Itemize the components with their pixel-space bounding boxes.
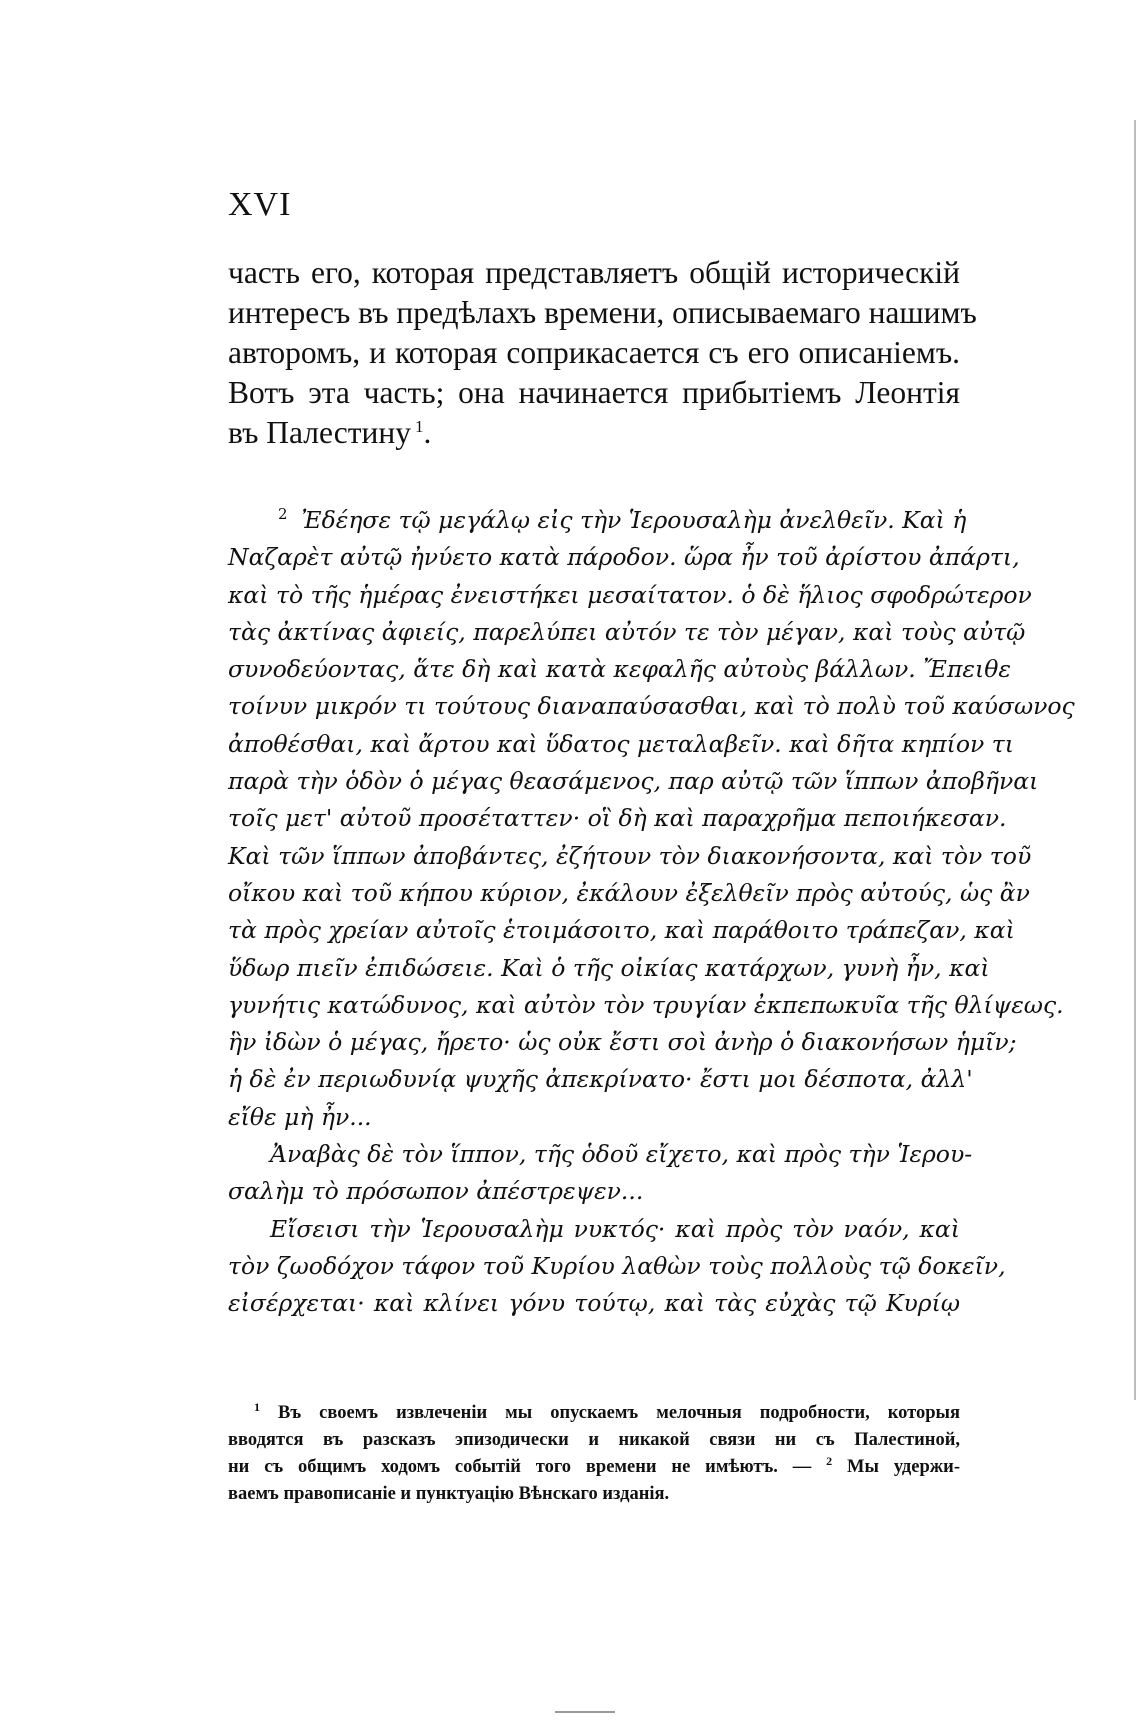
intro-paragraph <box>228 253 977 453</box>
intro-line-text: въ Палестину <box>228 415 411 450</box>
greek-line: ἣν ἰδὼν ὁ μέγας, ἤρετο· ὡς οὐκ ἔστι σοὶ ἀνὴρ ὁ διακονήσων ἡμῖν; <box>228 1028 1017 1057</box>
scan-bottom-mark <box>555 1711 615 1713</box>
greek-line: εἴθε μὴ ἦν... <box>228 1102 372 1131</box>
greek-line: οἴκου καὶ τοῦ κήπου κύριον, ἐκάλουν ἐξελθεῖν πρὸς αὐτούς, ὡς ἂν <box>228 878 1030 907</box>
footnote-line <box>228 1454 960 1481</box>
greek-line: Ἀναβὰς δὲ τὸν ἵππον, τῆς ὁδοῦ εἴχετο, καὶ πρὸς τὴν Ἱερου- <box>270 1140 973 1169</box>
page-number: XVI <box>228 186 292 223</box>
greek-line: συνοδεύοντας, ἅτε δὴ καὶ κατὰ κεφαλῆς αὐτοὺς βάλλων. Ἔπειθε <box>228 655 1011 684</box>
footnote-ref-1: 1 <box>414 416 424 436</box>
intro-line: часть его, которая представляетъ общій историческій <box>228 255 960 290</box>
greek-line: τοίνυν μικρόν τι τούτους διαναπαύσασθαι, καὶ τὸ πολὺ τοῦ καύσωνος <box>228 692 1075 721</box>
greek-line: γυνήτις κατώδυνος, καὶ αὐτὸν τὸν τρυγίαν ἐκπεπωκυῖα τῆς θλίψεως. <box>228 990 1064 1019</box>
footnote-text: ни съ общимъ ходомъ событій того времени не имѣютъ. — <box>228 1457 812 1477</box>
intro-line: интересъ въ предѣлахъ времени, описываемаго нашимъ <box>228 295 977 330</box>
footnote-mark-2: 2 <box>826 1453 833 1468</box>
greek-line: τὰ πρὸς χρείαν αὐτοῖς ἑτοιμάσοιτο, καὶ παράθοιτο τράπεζαν, καὶ <box>228 916 1015 945</box>
intro-last-line <box>228 413 960 453</box>
greek-line: Καὶ τῶν ἵππων ἀποβάντες, ἐζήτουν τὸν διακονήσοντα, καὶ τὸν τοῦ <box>228 841 1032 870</box>
greek-line: τὸν ζωοδόχον τάφον τοῦ Κυρίου λαθὼν τοὺς πολλοὺς τῷ δοκεῖν, <box>228 1251 1006 1280</box>
footnote-text: Мы удержи- <box>847 1457 960 1477</box>
greek-note-number: 2 <box>278 505 288 524</box>
greek-line: τοῖς μετ' αὐτοῦ προσέταττεν· οἳ δὴ καὶ παραχρῆμα πεποιήκεσαν. <box>228 804 1007 833</box>
intro-line: авторомъ, и которая соприкасается съ его описаніемъ. <box>228 335 960 370</box>
intro-line: Вотъ эта часть; она начинается прибытіемъ Леонтія <box>228 375 960 410</box>
intro-line-end: . <box>423 415 432 450</box>
scan-edge-line <box>1134 120 1136 1400</box>
greek-line-text: Ἐδέησε τῷ μεγάλῳ εἰς τὴν Ἱερουσαλὴμ ἀνελθεῖν. Καὶ ἡ <box>301 506 967 534</box>
footnote-line: ваемъ правописаніе и пунктуацію Вѣнскаго изданія. <box>228 1484 670 1504</box>
greek-line: εἰσέρχεται· καὶ κλίνει γόνυ τούτῳ, καὶ τὰς εὐχὰς τῷ Κυρίῳ <box>228 1289 960 1318</box>
greek-line: σαλὴμ τὸ πρόσωπον ἀπέστρεψεν... <box>228 1177 644 1206</box>
footnote-line: вводятся въ разсказъ эпизодически и никакой связи ни съ Палестиной, <box>228 1430 960 1450</box>
footnote-mark-1: 1 <box>254 1399 260 1414</box>
footnote-text: Въ своемъ извлеченіи мы опускаемъ мелочныя подробности, которыя <box>278 1403 961 1423</box>
greek-line <box>228 502 967 539</box>
greek-quotation <box>228 502 1075 1323</box>
greek-line: ἡ δὲ ἐν περιωδυνίᾳ ψυχῆς ἀπεκρίνατο· ἔστι μοι δέσποτα, ἀλλ' <box>228 1065 973 1094</box>
greek-line: τὰς ἀκτίνας ἀφιείς, παρελύπει αὐτόν τε τὸν μέγαν, καὶ τοὺς αὐτῷ <box>228 617 1026 646</box>
footnote-line <box>228 1400 960 1427</box>
greek-line: ὕδωρ πιεῖν ἐπιδώσειε. Καὶ ὁ τῆς οἰκίας κατάρχων, γυνὴ ἦν, καὶ <box>228 953 990 982</box>
footnotes <box>228 1400 960 1508</box>
greek-line: ἀποθέσθαι, καὶ ἄρτου καὶ ὕδατος μεταλαβεῖν. καὶ δῆτα κηπίον τι <box>228 729 1014 758</box>
greek-line: Εἴσεισι τὴν Ἱερουσαλὴμ νυκτός· καὶ πρὸς τὸν ναόν, καὶ <box>270 1214 960 1243</box>
greek-line: παρὰ τὴν ὁδὸν ὁ μέγας θεασάμενος, παρ αὐτῷ τῶν ἵππων ἀποβῆναι <box>228 767 1039 796</box>
greek-line: καὶ τὸ τῆς ἡμέρας ἐνειστήκει μεσαίτατον. ὁ δὲ ἥλιος σφοδρώτερον <box>228 580 1032 609</box>
greek-line: Ναζαρὲτ αὐτῷ ἠνύετο κατὰ πάροδον. ὥρα ἦν τοῦ ἀρίστου ἀπάρτι, <box>228 543 1020 572</box>
